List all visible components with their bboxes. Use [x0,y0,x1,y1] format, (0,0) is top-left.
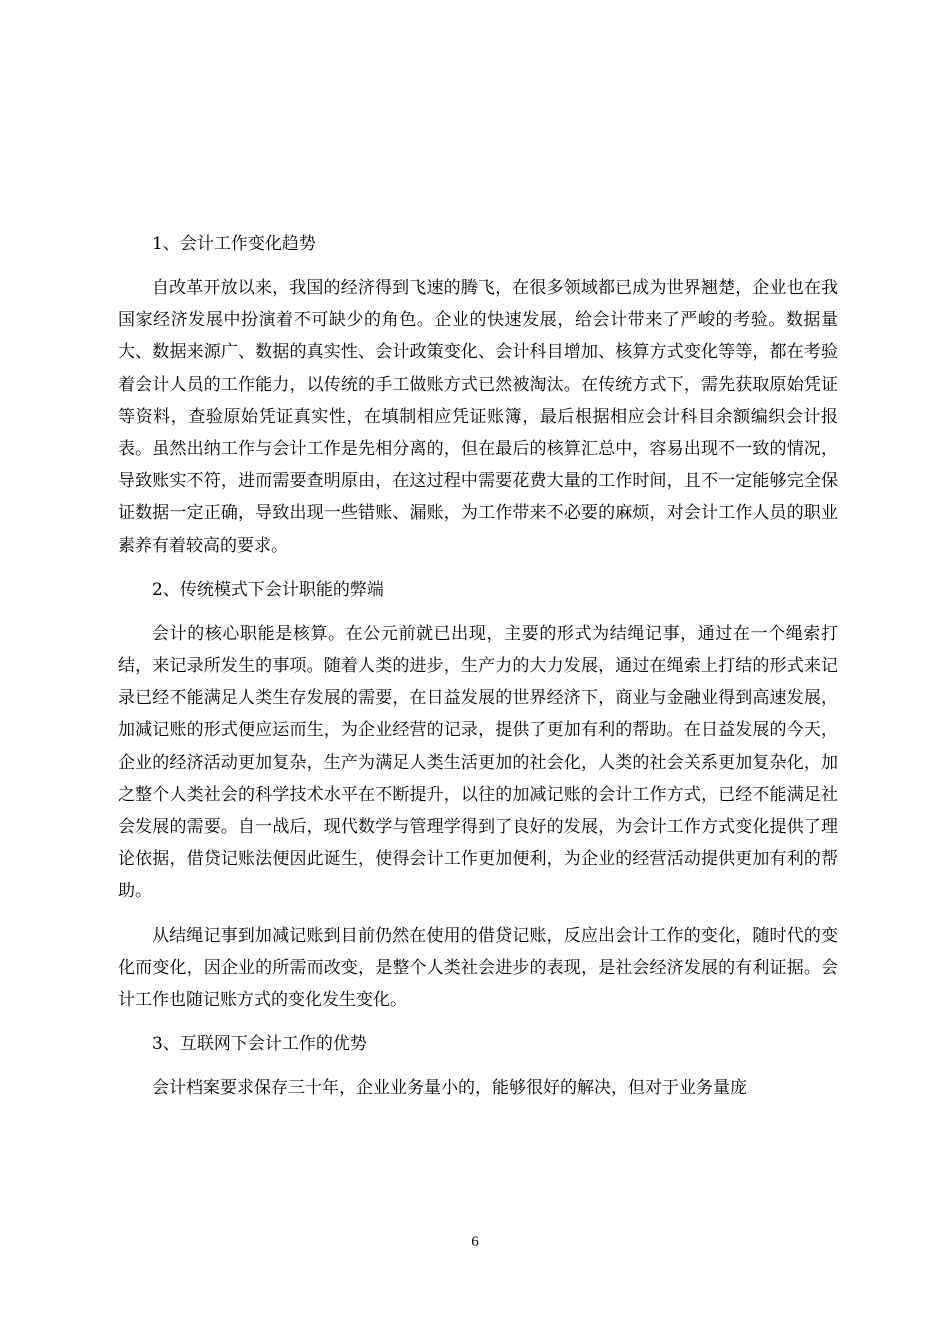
section-1 [118,228,838,562]
body-paragraph: 会计的核心职能是核算。在公元前就已出现，主要的形式为结绳记事，通过在一个绳索打结，来记录所发生的事项。随着人类的进步，生产力的大力发展，通过在绳索上打结的形式来记录已经不能满足人类生存发展的需要，在日益发展的世界经济下，商业与金融业得到高速发展，加减记账的形式便应运而生，为企业经营的记录，提供了更加有利的帮助。在日益发展的今天，企业的经济活动更加复杂，生产为满足人类生活更加的社会化，人类的社会关系更加复杂化，加之整个人类社会的科学技术水平在不断提升，以往的加减记账的会计工作方式，已经不能满足社会发展的需要。自一战后，现代数学与管理学得到了良好的发展，为会计工作方式变化提供了理论依据，借贷记账法便因此诞生，使得会计工作更加便利，为企业的经营活动提供更加有利的帮助。 [118,623,838,902]
body-paragraph: 自改革开放以来，我国的经济得到飞速的腾飞，在很多领域都已成为世界翘楚，企业也在我国家经济发展中扮演着不可缺少的角色。企业的快速发展，给会计带来了严峻的考验。数据量大、数据来源广、数据的真实性、会计政策变化、会计科目增加、核算方式变化等等，都在考验着会计人员的工作能力，以传统的手工做账方式已然被淘汰。在传统方式下，需先获取原始凭证等资料，查验原始凭证真实性，在填制相应凭证账簿，最后根据相应会计科目余额编织会计报表。虽然出纳工作与会计工作是先相分离的，但在最后的核算汇总中，容易出现不一致的情况，导致账实不符，进而需要查明原由，在这过程中需要花费大量的工作时间，且不一定能够完全保证数据一定正确，导致出现一些错账、漏账，为工作带来不必要的麻烦，对会计工作人员的职业素养有着较高的要求。 [118,278,838,556]
section-heading: 1、会计工作变化趋势 [152,234,316,254]
section-2 [118,574,838,1016]
section-3 [118,1028,838,1104]
section-heading: 3、互联网下会计工作的优势 [152,1034,367,1055]
section-heading: 2、传统模式下会计职能的弊端 [152,579,384,600]
body-paragraph: 会计档案要求保存三十年，企业业务量小的，能够很好的解决，但对于业务量庞 [152,1078,747,1099]
page-body [118,228,838,1116]
body-paragraph: 从结绳记事到加减记账到目前仍然在使用的借贷记账，反应出会计工作的变化，随时代的变化而变化，因企业的所需而改变，是整个人类社会进步的表现，是社会经济发展的有利证据。会计工作也随记账方式的变化发生变化。 [118,925,838,1011]
page-number: 6 [471,1234,479,1250]
